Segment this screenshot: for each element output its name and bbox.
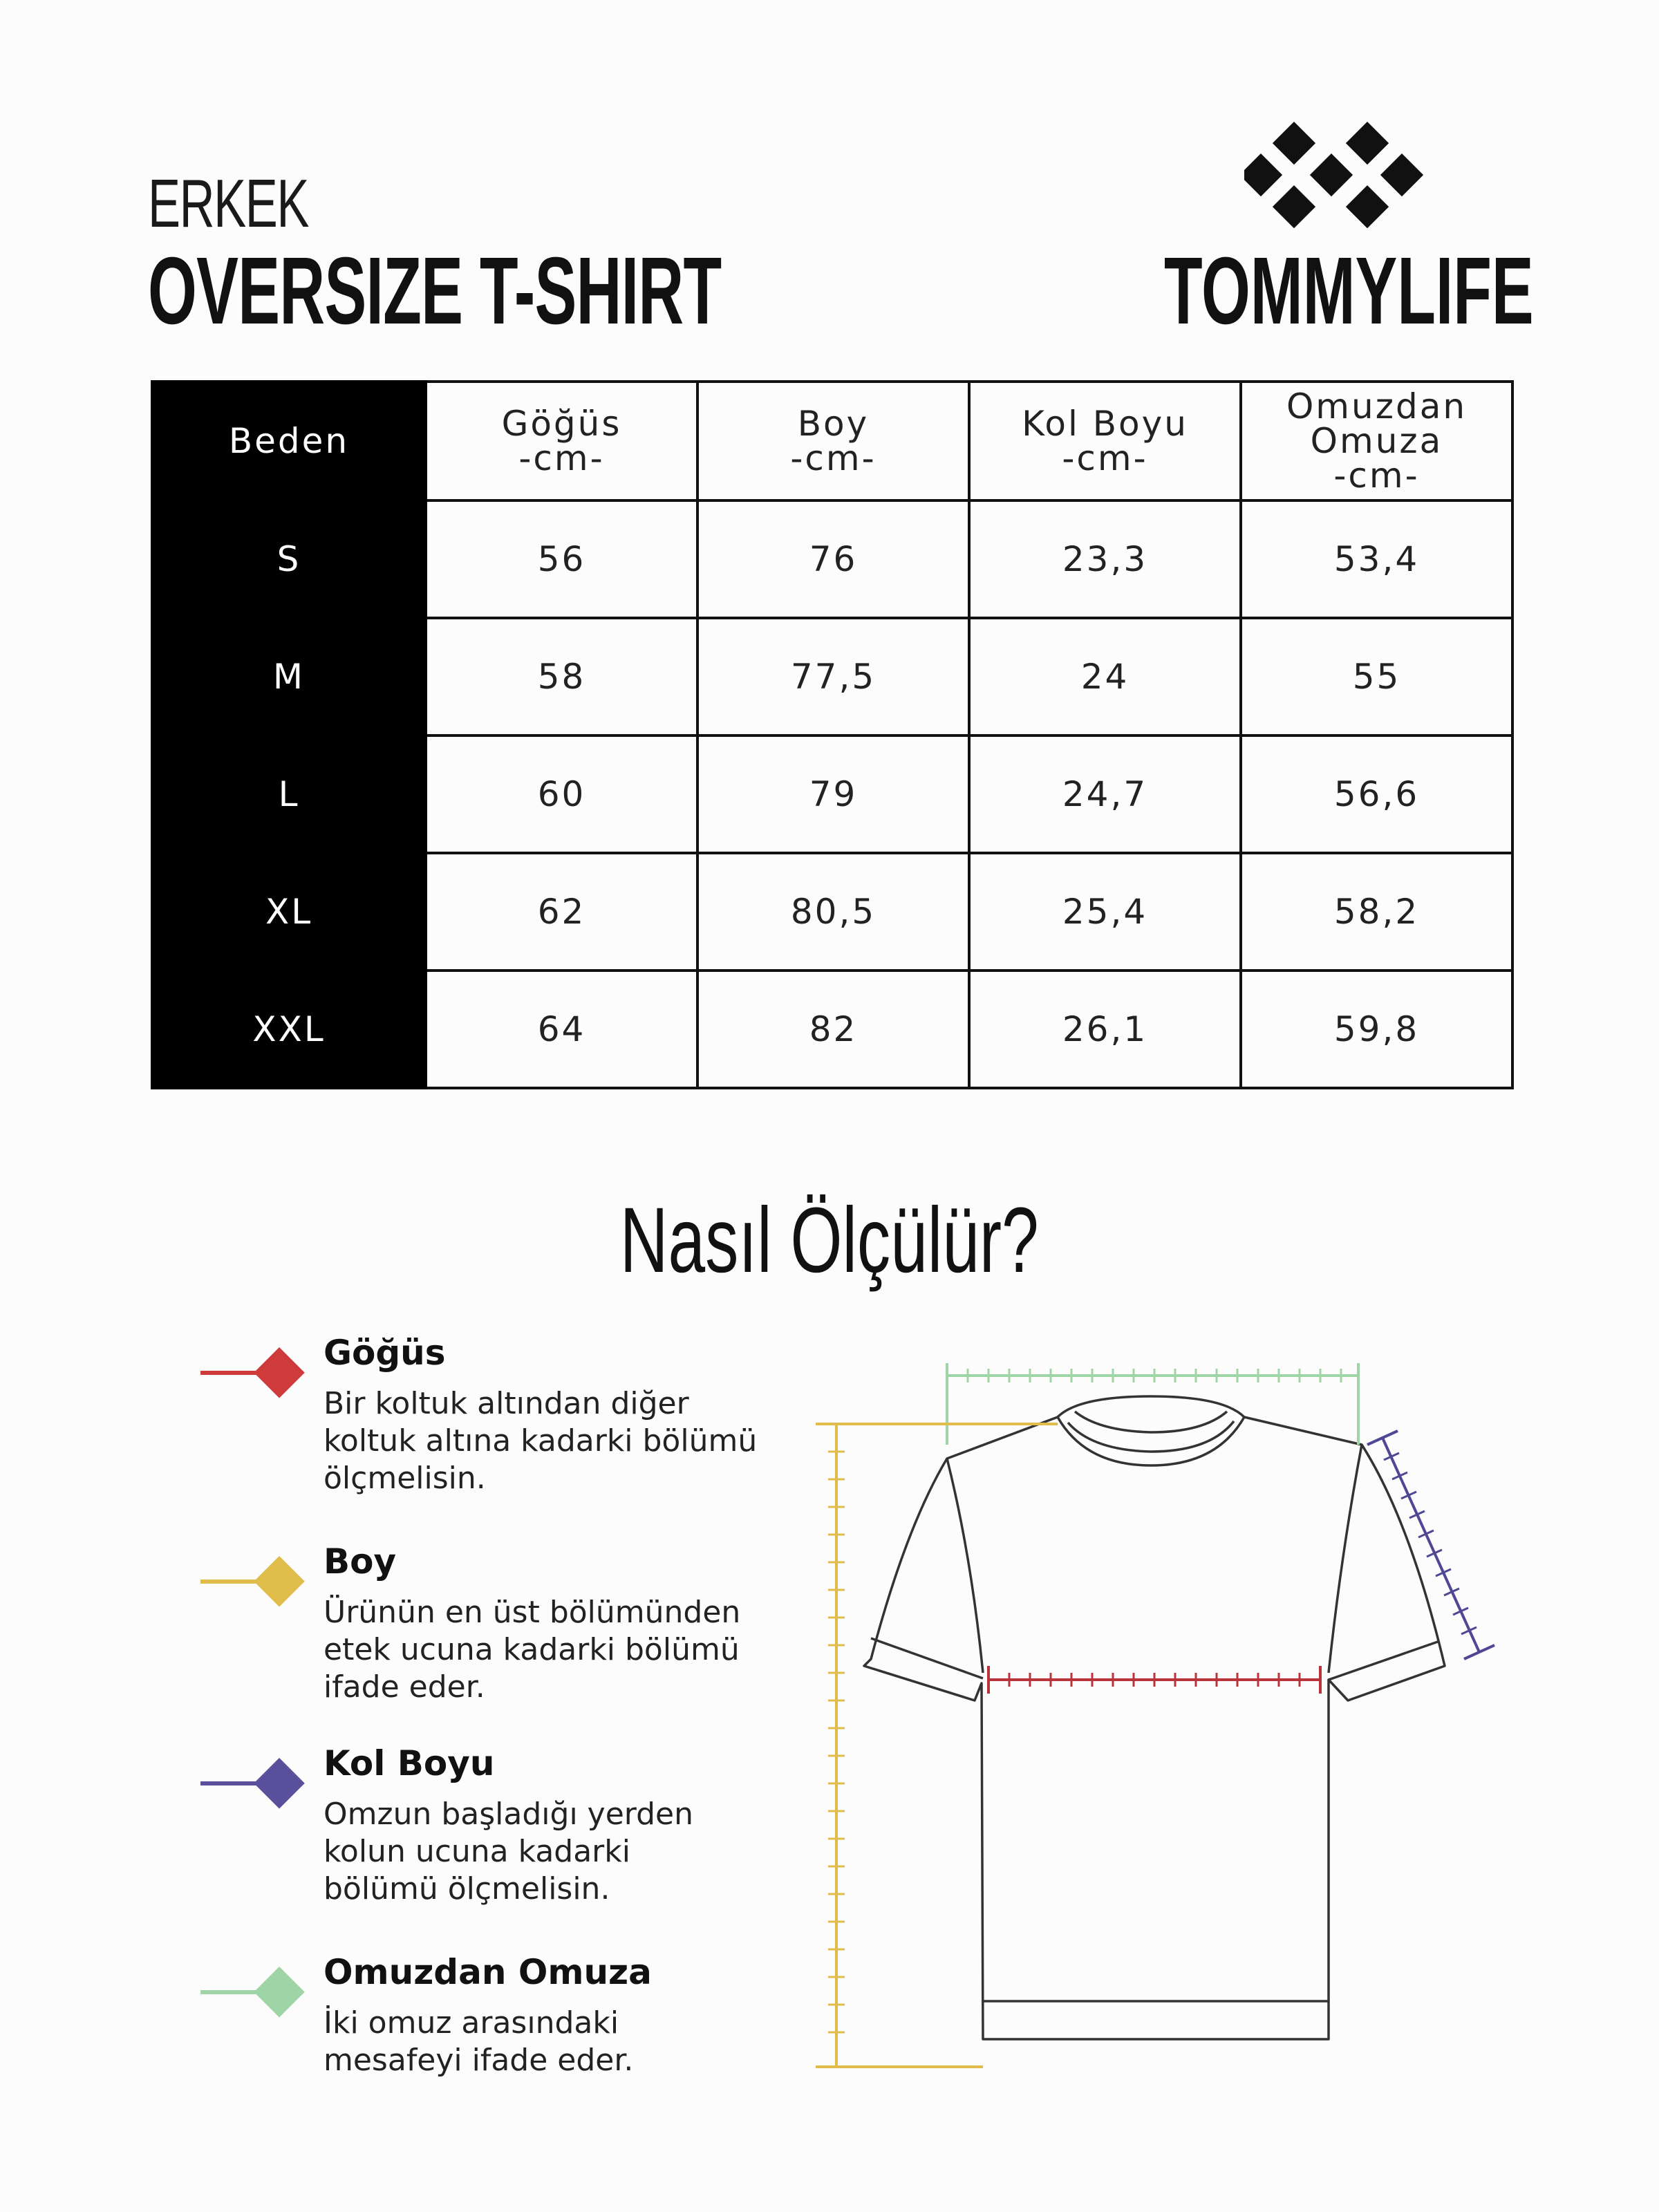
header-kol-boyu [969, 382, 1241, 500]
value-cell: 55 [1241, 618, 1512, 735]
value-cell: 23,3 [969, 500, 1241, 618]
header-unit: -cm- [1333, 456, 1420, 496]
header-gogus [426, 382, 697, 500]
red-diamond-line-icon [200, 1345, 311, 1400]
header-omuzdan-omuza [1241, 382, 1512, 500]
value-cell: 26,1 [969, 971, 1241, 1088]
value-cell: 76 [697, 500, 969, 618]
legend-title: Boy [324, 1541, 397, 1582]
value-cell: 82 [697, 971, 969, 1088]
header-beden: Beden [152, 382, 426, 500]
brand-name: TOMMYLIFE [1164, 238, 1534, 344]
yellow-diamond-line-icon [200, 1554, 311, 1609]
legend-description: Omzun başladığı yerden kolun ucuna kadarki bölümü ölçmelisin. [324, 1797, 693, 1906]
header-boy [697, 382, 969, 500]
legend-title: Kol Boyu [324, 1743, 495, 1783]
value-cell: 24 [969, 618, 1241, 735]
table-row [152, 853, 1512, 971]
value-cell: 64 [426, 971, 697, 1088]
header-unit: -cm- [790, 438, 877, 478]
size-cell: XXL [152, 971, 426, 1088]
how-to-heading [0, 1188, 1659, 1293]
size-cell: L [152, 735, 426, 853]
header-unit: -cm- [1062, 438, 1148, 478]
how-to-heading-text: Nasıl Ölçülür? [620, 1189, 1039, 1292]
size-cell: S [152, 500, 426, 618]
table-row [152, 735, 1512, 853]
header-label-2: Omuza [1310, 421, 1443, 461]
value-cell: 58,2 [1241, 853, 1512, 971]
green-diamond-line-icon [200, 1965, 311, 2020]
table-header-row [152, 382, 1512, 500]
size-cell: XL [152, 853, 426, 971]
subtitle: ERKEK [148, 165, 309, 241]
size-cell: M [152, 618, 426, 735]
table-row [152, 618, 1512, 735]
value-cell: 56,6 [1241, 735, 1512, 853]
value-cell: 59,8 [1241, 971, 1512, 1088]
t-shirt-icon [802, 1348, 1507, 2094]
value-cell: 60 [426, 735, 697, 853]
value-cell: 62 [426, 853, 697, 971]
purple-diamond-line-icon [200, 1756, 311, 1811]
legend-title: Göğüs [324, 1333, 446, 1373]
size-table [151, 380, 1514, 1089]
header-label: Omuzdan [1286, 386, 1468, 427]
table-row [152, 500, 1512, 618]
header-label: Boy [797, 404, 870, 444]
value-cell: 24,7 [969, 735, 1241, 853]
header-label: Göğüs [501, 404, 622, 444]
value-cell: 25,4 [969, 853, 1241, 971]
legend-description: Bir koltuk altından diğer koltuk altına kadarki bölümü ölçmelisin. [324, 1386, 758, 1496]
header-label: Kol Boyu [1022, 404, 1188, 444]
value-cell: 79 [697, 735, 969, 853]
value-cell: 53,4 [1241, 500, 1512, 618]
value-cell: 58 [426, 618, 697, 735]
value-cell: 77,5 [697, 618, 969, 735]
legend-description: Ürünün en üst bölümünden etek ucuna kadarki bölümü ifade eder. [324, 1595, 741, 1705]
header-unit: -cm- [518, 438, 605, 478]
value-cell: 80,5 [697, 853, 969, 971]
table-row [152, 971, 1512, 1088]
legend-description: İki omuz arasındaki mesafeyi ifade eder. [324, 2005, 634, 2078]
page-title: OVERSIZE T-SHIRT [148, 238, 722, 344]
value-cell: 56 [426, 500, 697, 618]
diamond-grid-logo-icon [1244, 118, 1424, 235]
legend-title: Omuzdan Omuza [324, 1952, 652, 1992]
